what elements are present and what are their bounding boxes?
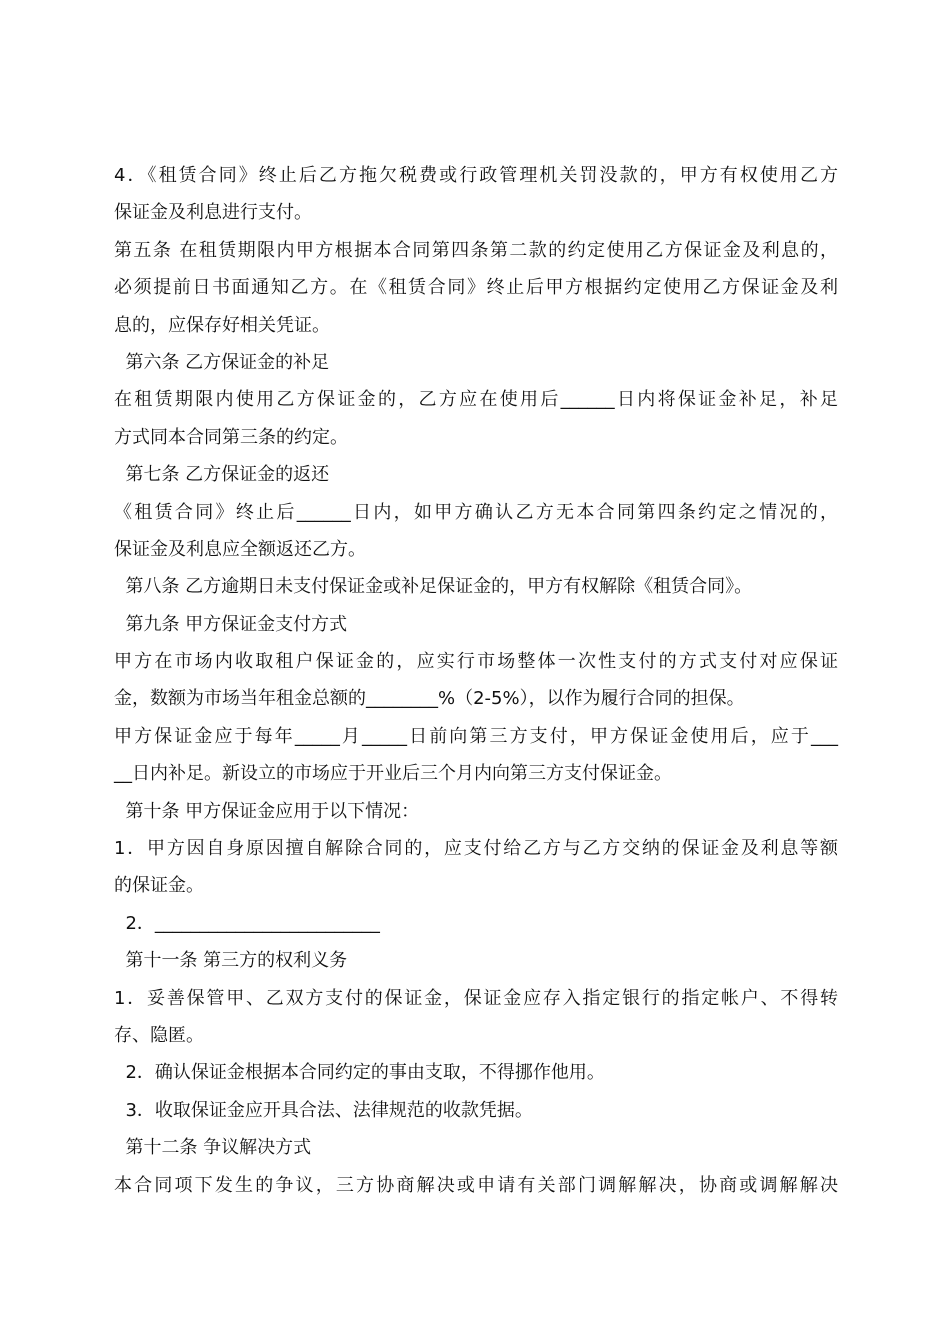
text-line: 甲方在市场内收取租户保证金的，应实行市场整体一次性支付的方式支付对应保证	[114, 651, 838, 673]
section-heading: 第十二条 争议解决方式	[114, 1137, 312, 1159]
section-heading: 第九条 甲方保证金支付方式	[114, 613, 348, 635]
text-line: 息的，应保存好相关凭证。	[114, 314, 330, 336]
section-heading: 第十一条 第三方的权利义务	[114, 950, 348, 972]
text-line: 在租赁期限内使用乙方保证金的，乙方应在使用后______日内将保证金补足，补足	[114, 389, 838, 411]
text-line: 《租赁合同》终止后______日内，如甲方确认乙方无本合同第四条约定之情况的，	[114, 501, 838, 523]
text-line: 本合同项下发生的争议，三方协商解决或申请有关部门调解解决，协商或调解解决	[114, 1174, 838, 1196]
contract-body	[114, 157, 838, 1204]
text-line: 3．收取保证金应开具合法、法律规范的收款凭据。	[114, 1099, 533, 1121]
text-line: 4．《租赁合同》终止后乙方拖欠税费或行政管理机关罚没款的，甲方有权使用乙方	[114, 165, 838, 186]
text-line: 保证金及利息应全额返还乙方。	[114, 538, 366, 560]
section-heading: 第十条 甲方保证金应用于以下情况：	[114, 800, 420, 822]
text-line: 保证金及利息进行支付。	[114, 202, 312, 224]
text-line: 第五条 在租赁期限内甲方根据本合同第四条第二款的约定使用乙方保证金及利息的，	[114, 239, 838, 261]
text-line: 1．妥善保管甲、乙双方支付的保证金，保证金应存入指定银行的指定帐户、不得转	[114, 987, 838, 1009]
text-line: 金，数额为市场当年租金总额的________%（2-5%），以作为履行合同的担保。	[114, 688, 745, 710]
section-heading: 第六条 乙方保证金的补足	[114, 351, 330, 373]
text-line: 甲方保证金应于每年_____月_____日前向第三方支付，甲方保证金使用后，应于___	[114, 725, 838, 747]
text-line: 的保证金。	[114, 875, 204, 897]
text-line: __日内补足。新设立的市场应于开业后三个月内向第三方支付保证金。	[114, 763, 672, 785]
text-line: 第八条 乙方逾期日未支付保证金或补足保证金的，甲方有权解除《租赁合同》。	[114, 576, 753, 598]
text-line: 方式同本合同第三条的约定。	[114, 426, 348, 448]
text-line: 存、隐匿。	[114, 1024, 204, 1046]
text-line: 2．确认保证金根据本合同约定的事由支取，不得挪作他用。	[114, 1062, 605, 1084]
text-line: 2．_________________________	[114, 912, 380, 934]
text-line: 必须提前日书面通知乙方。在《租赁合同》终止后甲方根据约定使用乙方保证金及利	[114, 277, 838, 299]
section-heading: 第七条 乙方保证金的返还	[114, 464, 330, 486]
text-line: 1．甲方因自身原因擅自解除合同的，应支付给乙方与乙方交纳的保证金及利息等额	[114, 838, 838, 860]
